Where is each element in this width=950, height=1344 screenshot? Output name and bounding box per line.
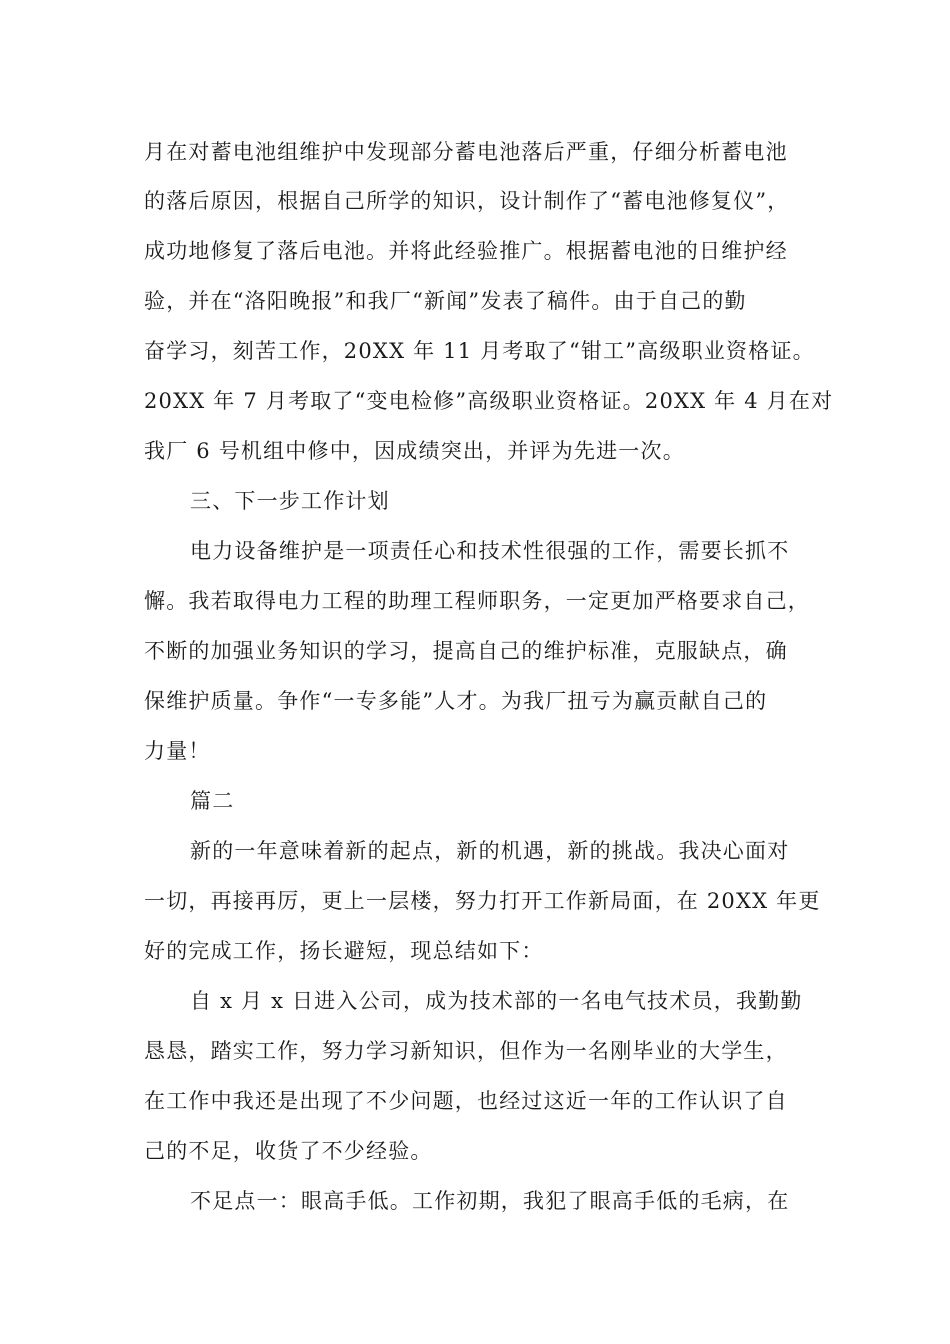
text-line: 电力设备维护是一项责任心和技术性很强的工作，需要长抓不 — [190, 539, 790, 563]
text-line: 20XX 年 7 月考取了“变电检修”高级职业资格证。20XX 年 4 月在对 — [144, 389, 834, 413]
text-line: 新的一年意味着新的起点，新的机遇，新的挑战。我决心面对 — [190, 839, 790, 863]
text-line: 己的不足，收货了不少经验。 — [144, 1139, 433, 1163]
text-line: 成功地修复了落后电池。并将此经验推广。根据蓄电池的日维护经 — [144, 239, 788, 263]
text-line: 保维护质量。争作“一专多能”人才。为我厂扭亏为赢贡献自己的 — [144, 689, 768, 713]
part-heading: 篇二 — [190, 789, 235, 813]
text-line: 懈。我若取得电力工程的助理工程师职务，一定更加严格要求自己， — [144, 589, 810, 613]
text-line: 不足点一：眼高手低。工作初期，我犯了眼高手低的毛病，在 — [190, 1189, 790, 1213]
text-line: 不断的加强业务知识的学习，提高自己的维护标准，克服缺点，确 — [144, 639, 788, 663]
text-line: 我厂 6 号机组中修中，因成绩突出，并评为先进一次。 — [144, 439, 685, 463]
text-line: 的落后原因，根据自己所学的知识，设计制作了“蓄电池修复仪”， — [144, 189, 790, 213]
text-line: 验，并在“洛阳晚报”和我厂“新闻”发表了稿件。由于自己的勤 — [144, 289, 747, 313]
text-line: 好的完成工作，扬长避短，现总结如下： — [144, 939, 544, 963]
text-line: 在工作中我还是出现了不少问题，也经过这近一年的工作认识了自 — [144, 1089, 788, 1113]
text-line: 一切，再接再厉，更上一层楼，努力打开工作新局面，在 20XX 年更 — [144, 889, 821, 913]
text-line: 奋学习，刻苦工作，20XX 年 11 月考取了“钳工”高级职业资格证。 — [144, 339, 815, 363]
text-line: 力量！ — [144, 739, 211, 763]
text-line: 月在对蓄电池组维护中发现部分蓄电池落后严重，仔细分析蓄电池 — [144, 140, 788, 164]
text-line: 恳恳，踏实工作，努力学习新知识，但作为一名刚毕业的大学生， — [144, 1039, 788, 1063]
section-heading: 三、下一步工作计划 — [190, 489, 390, 513]
text-line: 自 x 月 x 日进入公司，成为技术部的一名电气技术员，我勤勤 — [190, 989, 803, 1013]
